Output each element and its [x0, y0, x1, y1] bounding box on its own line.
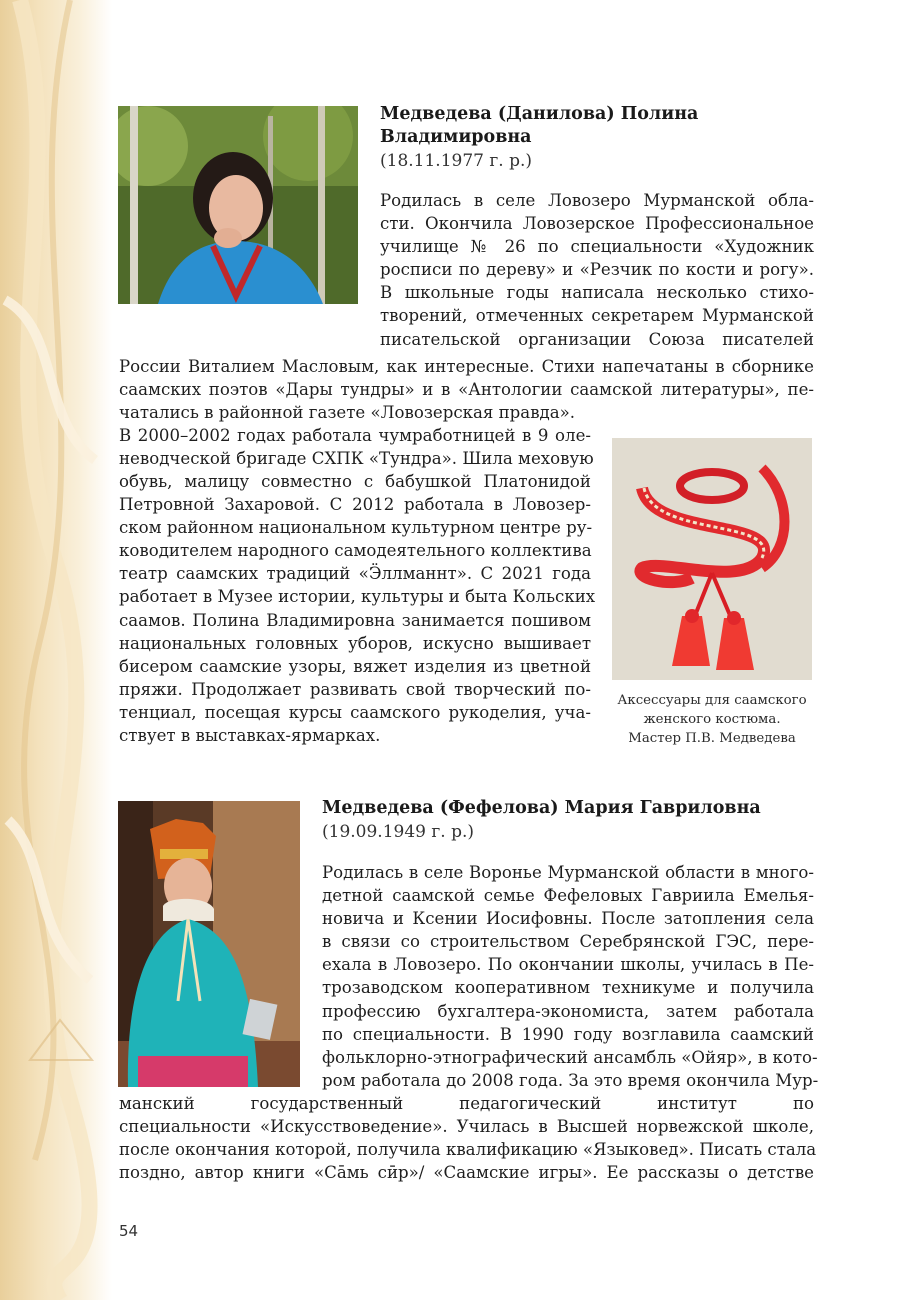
person2-name: Медведева (Фефелова) Мария Гавриловна: [322, 798, 761, 818]
ornament-swirls: [0, 0, 112, 1300]
person1-dates: (18.11.1977 г. р.): [380, 151, 533, 171]
person2-text-upper: Родилась в селе Воронье Мурманской области в много- детной саамской семье Фефеловых Гавриила Емелья- новича и Ксении Иосифовны. После затопления села в связи со строительством Серебрянской ГЭС, пере- ехала в Ловозеро. По окончании школы, училась в Пе- трозаводском кооперативном техникуме и получила профессию бухгалтера-экономиста, затем работала по специальности. В 1990 году возглавила саамский фольклорно-этнографический ансамбль «Ойяр», в кото- ром работала до 2008 года. За это время окончила Мур-: [322, 863, 819, 1090]
accessories-photo: [612, 438, 812, 680]
person2-dates: (19.09.1949 г. р.): [322, 822, 475, 842]
portrait-photo-polina: [118, 106, 358, 304]
person2-text-full: манский государственный педагогический институт по специальности «Искусствоведение». Училась в Высшей норвежской школе, после окончания которой, получила квалификацию «Языковед». Писать стала поздно, автор книги «Са̄мь сӣр»/ «Саамские игры». Ее рассказы о детстве: [119, 1094, 817, 1183]
person1-text-full: России Виталием Масловым, как интересные. Стихи напечатаны в сборнике саамских поэтов «Дары тундры» и в «Антологии саамской литературы», пе- чатались в районной газете «Ловозерская правда».: [119, 356, 814, 422]
decorative-side-border: [0, 0, 112, 1300]
person1-text-lower: В 2000–2002 годах работала чумработницей в 9 оле- неводческой бригаде СХПК «Тундра». Шила меховую обувь, малицу совместно с бабушкой Платонидой Петровной Захаровой. С 2012 работала в Ловозер- ском районном национальном культурном центре ру- ководителем народного самодеятельного коллектива театр саамских традиций «Ӭллманнт». С 2021 года работает в Музее истории, культуры и быта Кольских саамов. Полина Владимировна занимается пошивом национальных головных уборов, искусно вышивает бисером саамские узоры, вяжет изделия из цветной пряжи. Продолжает развивать свой творческий по- тенциал, посещая курсы саамского рукоделия, уча- ствует в выставках-ярмарках.: [119, 425, 596, 746]
accessories-caption: Аксессуары для саамского женского костюма. Мастер П.В. Медведева: [617, 693, 807, 746]
person1-name: Медведева (Данилова) Полина Владимировна: [380, 104, 699, 147]
page-number: 54: [119, 1222, 139, 1240]
person1-text-upper: Родилась в селе Ловозеро Мурманской обла- сти. Окончила Ловозерское Профессиональное училище № 26 по специальности «Художник росписи по дереву» и «Резчик по кости и рогу». В школьные годы написала несколько стихо- творений, отмеченных секретарем Мурманской писательской организации Союза писателей: [380, 191, 814, 349]
portrait-photo-maria: [118, 801, 300, 1087]
